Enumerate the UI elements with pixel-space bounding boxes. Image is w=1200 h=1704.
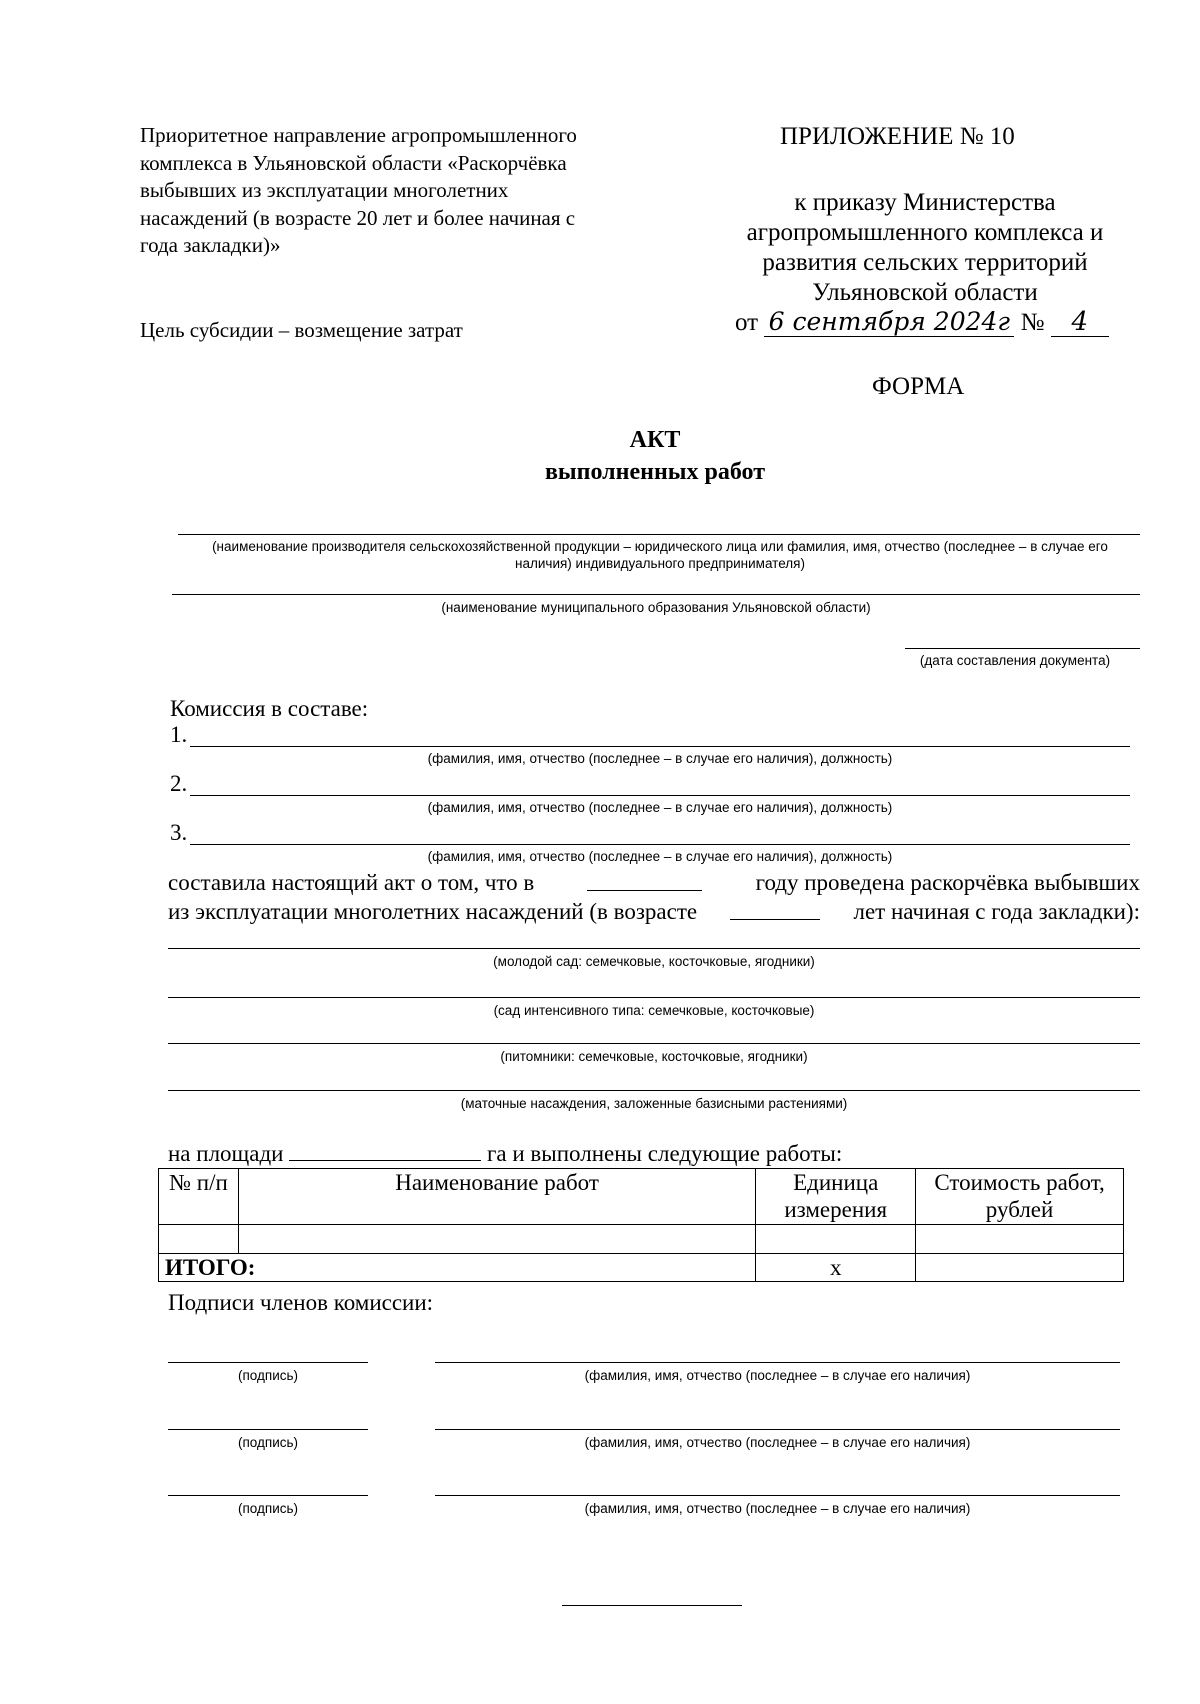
municipality-caption: (наименование муниципального образования Ульяновской области) xyxy=(441,600,871,615)
closing-separator xyxy=(562,1605,742,1606)
member-number-1: 1. xyxy=(170,722,188,747)
member-2-caption: (фамилия, имя, отчество (последнее – в случае его наличия), должность) xyxy=(427,800,893,815)
table-total-row xyxy=(159,1254,1124,1282)
order-reference-text: к приказу Министерства агропромышленного комплекса и развития сельских территорий Ульяновской области xyxy=(746,189,1104,306)
member-1-caption: (фамилия, имя, отчество (последнее – в случае его наличия), должность) xyxy=(427,751,893,766)
signer-3-name-line[interactable] xyxy=(435,1495,1120,1496)
intensive-garden-caption: (сад интенсивного типа: семечковые, косточковые) xyxy=(493,1003,815,1018)
appendix-title: ПРИЛОЖЕНИЕ № 10 xyxy=(780,123,1015,150)
producer-field-line[interactable] xyxy=(178,534,1140,535)
producer-caption: (наименование производителя сельскохозяйственной продукции – юридического лица или фамилия, имя, отчество (последнее – в случае его наличия) индивидуального предпринимателя) xyxy=(212,539,1108,571)
intensive-garden-field-line[interactable] xyxy=(168,997,1140,998)
mother-plantings-caption: (маточные насаждения, заложенные базисными растениями) xyxy=(460,1096,848,1111)
young-garden-field-line[interactable] xyxy=(168,948,1140,949)
signature-1-caption: (подпись) xyxy=(237,1368,299,1383)
act-title xyxy=(0,424,1200,488)
member-1-field-line[interactable] xyxy=(190,746,1130,747)
doc-date-field-line[interactable] xyxy=(905,648,1140,649)
works-table xyxy=(158,1168,1124,1282)
nurseries-caption: (питомники: семечковые, косточковые, ягодники) xyxy=(500,1049,808,1064)
signature-1-line[interactable] xyxy=(168,1362,368,1363)
statement-line-1-a: составила настоящий акт о том, что в xyxy=(168,870,535,895)
signature-2-line[interactable] xyxy=(168,1429,368,1430)
col-header-unit: Единица измерения xyxy=(756,1169,916,1225)
col-header-work-name: Наименование работ xyxy=(238,1169,755,1225)
area-field[interactable] xyxy=(289,1140,481,1161)
total-unit-mark: х xyxy=(756,1254,916,1282)
statement-line-2-b: лет начиная с года закладки): xyxy=(853,899,1140,924)
signer-3-name-caption: (фамилия, имя, отчество (последнее – в случае его наличия) xyxy=(584,1501,971,1516)
doc-date-caption: (дата составления документа) xyxy=(919,653,1111,668)
subsidy-purpose-text: Цель субсидии – возмещение затрат xyxy=(140,318,463,342)
member-number-3: 3. xyxy=(170,820,188,845)
handwritten-order-number: 4 xyxy=(1051,308,1109,337)
signer-1-name-line[interactable] xyxy=(435,1362,1120,1363)
total-label: ИТОГО: xyxy=(159,1254,756,1282)
cell-number[interactable] xyxy=(159,1225,239,1254)
signature-2-caption: (подпись) xyxy=(237,1435,299,1450)
act-title-line1: АКТ xyxy=(629,427,681,453)
statement-line-1 xyxy=(168,870,1140,896)
handwritten-order-date: 6 сентября 2024г xyxy=(764,308,1014,337)
table-header-row xyxy=(159,1169,1124,1225)
signatures-heading: Подписи членов комиссии: xyxy=(168,1290,434,1315)
signer-2-name-line[interactable] xyxy=(435,1429,1120,1430)
young-garden-caption: (молодой сад: семечковые, косточковые, ягодники) xyxy=(493,954,815,969)
area-prefix: на площади xyxy=(168,1141,284,1166)
cell-work-name[interactable] xyxy=(238,1225,755,1254)
signer-1-name-caption: (фамилия, имя, отчество (последнее – в случае его наличия) xyxy=(584,1368,971,1383)
mother-plantings-field-line[interactable] xyxy=(168,1090,1140,1091)
statement-line-2 xyxy=(168,899,1140,925)
cell-cost[interactable] xyxy=(916,1225,1124,1254)
signer-2-name-caption: (фамилия, имя, отчество (последнее – в случае его наличия) xyxy=(584,1435,971,1450)
col-header-number: № п/п xyxy=(159,1169,239,1225)
statement-line-2-a: из эксплуатации многолетних насаждений (в возрасте xyxy=(168,899,698,924)
total-cost-cell[interactable] xyxy=(916,1254,1124,1282)
order-date-number xyxy=(735,308,1109,337)
nurseries-field-line[interactable] xyxy=(168,1043,1140,1044)
signature-3-line[interactable] xyxy=(168,1495,368,1496)
member-3-caption: (фамилия, имя, отчество (последнее – в случае его наличия), должность) xyxy=(427,849,893,864)
age-field[interactable] xyxy=(730,899,820,920)
form-label: ФОРМА xyxy=(872,373,965,400)
year-field[interactable] xyxy=(587,870,702,891)
municipality-field-line[interactable] xyxy=(172,594,1140,595)
cell-unit[interactable] xyxy=(756,1225,916,1254)
order-from-label: от xyxy=(735,309,759,336)
signature-3-caption: (подпись) xyxy=(237,1501,299,1516)
col-header-cost: Стоимость работ, рублей xyxy=(916,1169,1124,1225)
member-3-field-line[interactable] xyxy=(190,844,1130,845)
order-number-label: № xyxy=(1020,309,1045,336)
statement-line-1-b: году проведена раскорчёвка выбывших xyxy=(755,870,1140,895)
commission-heading: Комиссия в составе: xyxy=(170,696,369,721)
member-2-field-line[interactable] xyxy=(190,795,1130,796)
table-row xyxy=(159,1225,1124,1254)
priority-direction-text: Приоритетное направление агропромышленного комплекса в Ульяновской области «Раскорчёвка выбывших из эксплуатации многолетних насаждений (в возрасте 20 лет и более начиная с года закладки)» xyxy=(140,123,577,257)
area-line xyxy=(168,1140,842,1167)
act-title-line2: выполненных работ xyxy=(544,459,766,485)
area-suffix: га и выполнены следующие работы: xyxy=(486,1141,843,1166)
member-number-2: 2. xyxy=(170,771,188,796)
